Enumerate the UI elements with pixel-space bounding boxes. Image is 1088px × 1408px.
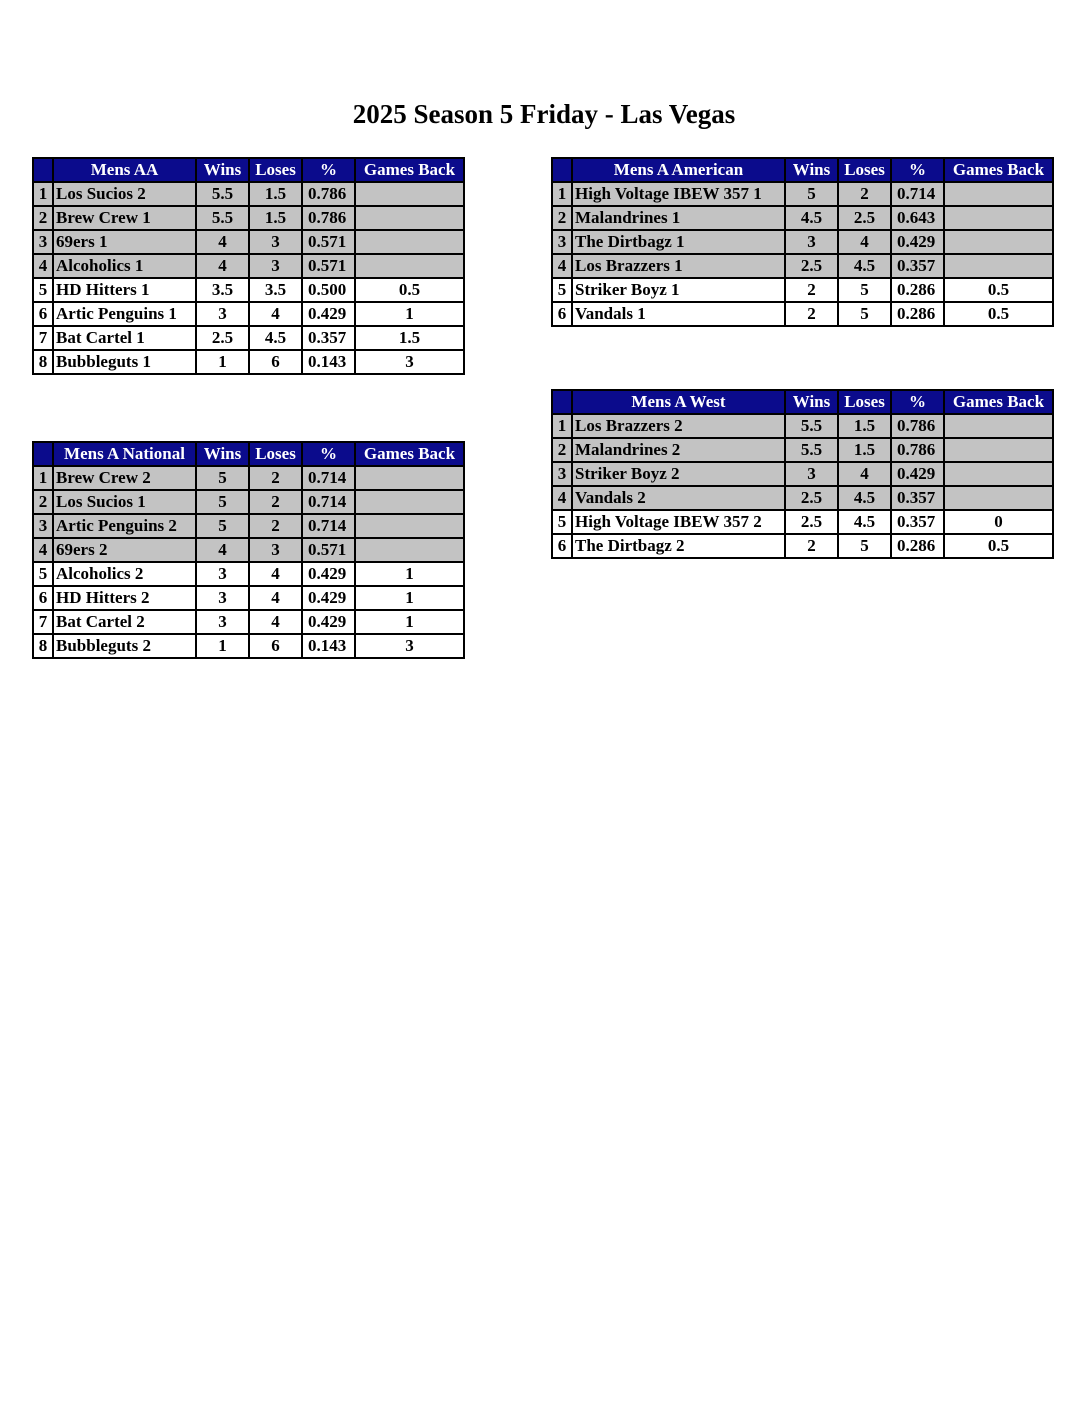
wins-cell: 5 [196,466,249,490]
rank-cell: 2 [552,438,572,462]
pct-cell: 0.786 [891,438,944,462]
table-row [552,182,1053,206]
pct-cell: 0.571 [302,254,355,278]
games-back-header: Games Back [355,158,464,182]
rank-cell: 1 [33,466,53,490]
games-back-cell: 0 [944,510,1053,534]
team-name: Brew Crew 2 [53,466,196,490]
wins-cell: 1 [196,350,249,374]
pct-cell: 0.714 [891,182,944,206]
rank-cell: 3 [33,514,53,538]
table-row [33,634,464,658]
loses-cell: 4.5 [838,486,891,510]
games-back-header: Games Back [944,390,1053,414]
loses-header: Loses [249,158,302,182]
games-back-cell: 1 [355,562,464,586]
games-back-cell: 1 [355,610,464,634]
table-row [552,414,1053,438]
loses-header: Loses [249,442,302,466]
team-name: The Dirtbagz 1 [572,230,785,254]
games-back-cell: 0.5 [944,302,1053,326]
rank-cell: 7 [33,326,53,350]
standings-table-mens-aa [32,157,465,375]
table-row [33,586,464,610]
loses-cell: 5 [838,278,891,302]
rank-cell: 8 [33,350,53,374]
rank-header [33,442,53,466]
team-name: Bubbleguts 1 [53,350,196,374]
pct-cell: 0.429 [891,462,944,486]
rank-cell: 2 [33,490,53,514]
wins-cell: 2.5 [785,510,838,534]
loses-cell: 3.5 [249,278,302,302]
wins-cell: 3 [196,610,249,634]
games-back-cell [355,538,464,562]
games-back-cell [944,206,1053,230]
team-name: High Voltage IBEW 357 2 [572,510,785,534]
wins-cell: 5 [196,490,249,514]
team-name: 69ers 1 [53,230,196,254]
table-header-row [552,158,1053,182]
rank-header [552,390,572,414]
loses-cell: 4.5 [838,510,891,534]
team-name: Alcoholics 1 [53,254,196,278]
loses-cell: 3 [249,538,302,562]
standings-table-mens-a-national [32,441,465,659]
loses-cell: 4 [249,586,302,610]
table-row [33,514,464,538]
loses-cell: 2 [249,466,302,490]
table-row [552,302,1053,326]
wins-cell: 2.5 [785,254,838,278]
pct-cell: 0.786 [302,206,355,230]
wins-cell: 3 [196,302,249,326]
games-back-header: Games Back [355,442,464,466]
loses-cell: 1.5 [249,206,302,230]
table-row [33,278,464,302]
table-row [552,230,1053,254]
loses-cell: 4 [249,302,302,326]
loses-cell: 1.5 [838,414,891,438]
rank-header [552,158,572,182]
wins-cell: 4 [196,538,249,562]
pct-cell: 0.143 [302,350,355,374]
wins-cell: 2 [785,278,838,302]
rank-cell: 4 [33,254,53,278]
team-name: Los Brazzers 2 [572,414,785,438]
rank-cell: 5 [33,278,53,302]
pct-cell: 0.357 [891,254,944,278]
wins-cell: 3 [785,230,838,254]
games-back-cell [944,230,1053,254]
table-header-row [552,390,1053,414]
team-name: Malandrines 1 [572,206,785,230]
loses-cell: 4 [249,562,302,586]
rank-cell: 2 [552,206,572,230]
team-name: Los Brazzers 1 [572,254,785,278]
division-name: Mens A West [572,390,785,414]
pct-cell: 0.429 [891,230,944,254]
rank-cell: 5 [33,562,53,586]
rank-cell: 1 [33,182,53,206]
table-row [33,562,464,586]
team-name: Striker Boyz 2 [572,462,785,486]
rank-cell: 4 [33,538,53,562]
table-row [552,254,1053,278]
pct-cell: 0.286 [891,534,944,558]
wins-cell: 1 [196,634,249,658]
rank-cell: 4 [552,254,572,278]
pct-cell: 0.714 [302,514,355,538]
table-row [552,486,1053,510]
pct-cell: 0.786 [891,414,944,438]
rank-cell: 3 [552,230,572,254]
team-name: Artic Penguins 2 [53,514,196,538]
team-name: Artic Penguins 1 [53,302,196,326]
team-name: Vandals 2 [572,486,785,510]
pct-cell: 0.571 [302,538,355,562]
pct-cell: 0.714 [302,466,355,490]
pct-cell: 0.429 [302,562,355,586]
team-name: 69ers 2 [53,538,196,562]
games-back-cell: 1 [355,302,464,326]
rank-cell: 8 [33,634,53,658]
pct-header: % [302,442,355,466]
loses-cell: 2 [838,182,891,206]
loses-cell: 3 [249,254,302,278]
team-name: Los Sucios 2 [53,182,196,206]
pct-cell: 0.357 [302,326,355,350]
loses-cell: 1.5 [838,438,891,462]
team-name: Bat Cartel 1 [53,326,196,350]
rank-cell: 6 [552,534,572,558]
team-name: HD Hitters 2 [53,586,196,610]
loses-cell: 2.5 [838,206,891,230]
pct-cell: 0.500 [302,278,355,302]
team-name: Bubbleguts 2 [53,634,196,658]
table-row [33,490,464,514]
team-name: High Voltage IBEW 357 1 [572,182,785,206]
games-back-cell [355,230,464,254]
games-back-cell [944,486,1053,510]
games-back-cell [355,514,464,538]
rank-cell: 7 [33,610,53,634]
pct-cell: 0.357 [891,510,944,534]
team-name: Vandals 1 [572,302,785,326]
rank-cell: 4 [552,486,572,510]
wins-cell: 2.5 [196,326,249,350]
games-back-cell: 3 [355,634,464,658]
loses-header: Loses [838,158,891,182]
rank-cell: 6 [552,302,572,326]
games-back-cell: 1 [355,586,464,610]
pct-cell: 0.643 [891,206,944,230]
table-row [552,438,1053,462]
table-row [33,182,464,206]
wins-cell: 5 [785,182,838,206]
games-back-cell: 3 [355,350,464,374]
pct-cell: 0.286 [891,302,944,326]
loses-cell: 4.5 [249,326,302,350]
table-row [552,534,1053,558]
division-name: Mens A National [53,442,196,466]
team-name: Brew Crew 1 [53,206,196,230]
loses-cell: 5 [838,534,891,558]
games-back-cell [944,254,1053,278]
division-name: Mens AA [53,158,196,182]
games-back-cell [944,414,1053,438]
games-back-cell: 0.5 [355,278,464,302]
table-row [33,350,464,374]
table-row [33,254,464,278]
pct-cell: 0.429 [302,586,355,610]
rank-cell: 6 [33,302,53,326]
loses-cell: 3 [249,230,302,254]
team-name: Alcoholics 2 [53,562,196,586]
team-name: Malandrines 2 [572,438,785,462]
loses-cell: 4 [838,230,891,254]
page-title: 2025 Season 5 Friday - Las Vegas [352,99,736,129]
loses-cell: 4.5 [838,254,891,278]
pct-cell: 0.143 [302,634,355,658]
wins-cell: 4.5 [785,206,838,230]
table-row [33,466,464,490]
table-row [33,610,464,634]
wins-cell: 3.5 [196,278,249,302]
table-row [552,206,1053,230]
rank-cell: 3 [33,230,53,254]
games-back-cell [355,206,464,230]
loses-cell: 2 [249,490,302,514]
loses-cell: 2 [249,514,302,538]
loses-cell: 4 [838,462,891,486]
pct-header: % [302,158,355,182]
loses-cell: 5 [838,302,891,326]
games-back-cell [355,254,464,278]
wins-cell: 2 [785,302,838,326]
rank-cell: 1 [552,182,572,206]
pct-cell: 0.357 [891,486,944,510]
table-row [33,326,464,350]
games-back-cell: 0.5 [944,534,1053,558]
team-name: The Dirtbagz 2 [572,534,785,558]
games-back-cell [355,466,464,490]
wins-header: Wins [196,442,249,466]
loses-header: Loses [838,390,891,414]
wins-cell: 5 [196,514,249,538]
wins-cell: 5.5 [196,206,249,230]
wins-cell: 3 [196,562,249,586]
wins-cell: 5.5 [785,414,838,438]
games-back-cell [355,490,464,514]
rank-cell: 5 [552,278,572,302]
pct-header: % [891,158,944,182]
rank-header [33,158,53,182]
standings-table-mens-a-american [551,157,1054,327]
rank-cell: 3 [552,462,572,486]
games-back-cell [944,438,1053,462]
rank-cell: 6 [33,586,53,610]
pct-header: % [891,390,944,414]
table-row [552,278,1053,302]
team-name: Los Sucios 1 [53,490,196,514]
wins-cell: 4 [196,230,249,254]
standings-table-mens-a-west [551,389,1054,559]
team-name: HD Hitters 1 [53,278,196,302]
wins-cell: 5.5 [785,438,838,462]
games-back-cell [355,182,464,206]
team-name: Striker Boyz 1 [572,278,785,302]
table-header-row [33,158,464,182]
wins-cell: 2.5 [785,486,838,510]
wins-cell: 2 [785,534,838,558]
pct-cell: 0.429 [302,610,355,634]
division-name: Mens A American [572,158,785,182]
wins-header: Wins [196,158,249,182]
pct-cell: 0.714 [302,490,355,514]
games-back-header: Games Back [944,158,1053,182]
games-back-cell: 0.5 [944,278,1053,302]
pct-cell: 0.786 [302,182,355,206]
loses-cell: 4 [249,610,302,634]
rank-cell: 1 [552,414,572,438]
pct-cell: 0.286 [891,278,944,302]
table-row [552,462,1053,486]
games-back-cell [944,462,1053,486]
pct-cell: 0.429 [302,302,355,326]
wins-cell: 5.5 [196,182,249,206]
table-row [33,302,464,326]
loses-cell: 1.5 [249,182,302,206]
table-row [552,510,1053,534]
wins-header: Wins [785,390,838,414]
team-name: Bat Cartel 2 [53,610,196,634]
games-back-cell: 1.5 [355,326,464,350]
wins-cell: 3 [785,462,838,486]
loses-cell: 6 [249,350,302,374]
table-row [33,538,464,562]
rank-cell: 5 [552,510,572,534]
games-back-cell [944,182,1053,206]
wins-header: Wins [785,158,838,182]
rank-cell: 2 [33,206,53,230]
table-header-row [33,442,464,466]
loses-cell: 6 [249,634,302,658]
wins-cell: 3 [196,586,249,610]
table-row [33,230,464,254]
table-row [33,206,464,230]
pct-cell: 0.571 [302,230,355,254]
wins-cell: 4 [196,254,249,278]
